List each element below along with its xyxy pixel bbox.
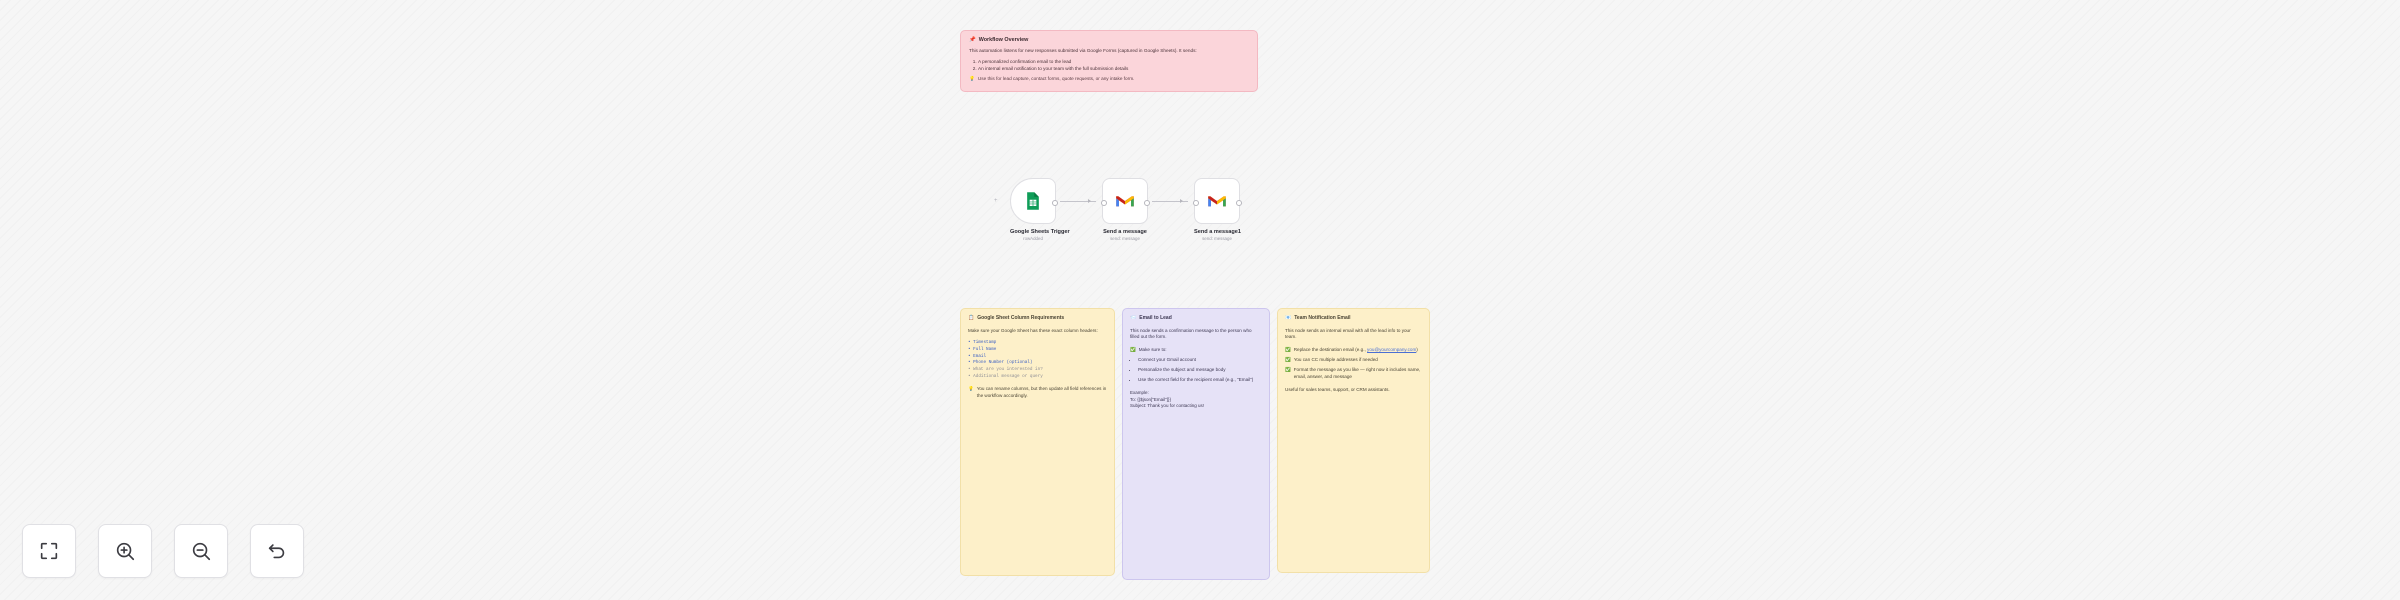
sticky-note-paragraph: This node sends an internal email with all the lead info to your team. <box>1285 327 1411 340</box>
overview-note-title: Workflow Overview <box>978 37 1029 43</box>
list-item: • What are you interested in? <box>968 367 1043 373</box>
check-row <box>1285 347 1422 354</box>
node-send-a-message1-box[interactable] <box>1194 178 1240 224</box>
zoom-out-button[interactable] <box>174 524 228 578</box>
check-icon: ✅ <box>1130 347 1136 353</box>
checklist <box>1130 357 1262 384</box>
checklist-title: Make sure to: <box>1138 347 1167 353</box>
list-item: 2. An internal email notification to your team with the full submission details <box>978 65 1249 72</box>
list-item: • Personalize the subject and message body <box>1138 367 1262 374</box>
list-item: • Email <box>968 353 987 359</box>
node-send-a-message[interactable] <box>1102 178 1148 241</box>
fit-screen-icon <box>38 540 60 562</box>
overview-note-body <box>969 48 1249 83</box>
node-send-a-message1[interactable] <box>1194 178 1240 241</box>
sticky-note-paragraph: This node sends a confirmation message to the person who filled out the form. <box>1130 327 1252 340</box>
sticky-note-title: Team Notification Email <box>1294 315 1351 321</box>
sticky-note-header <box>968 315 1107 322</box>
sticky-note-hint-text: You can rename columns, but then update all field references in the workflow accordingly. <box>976 386 1107 399</box>
check-row <box>1285 357 1422 364</box>
lightbulb-icon: 💡 <box>968 386 974 392</box>
lightbulb-icon: 💡 <box>969 75 975 81</box>
sticky-note-title: Email to Lead <box>1139 315 1172 321</box>
clipboard-icon: 📋 <box>968 315 975 321</box>
sticky-notes-row <box>960 308 1430 580</box>
connector-2-arrow <box>1180 199 1183 203</box>
node-google-sheets-trigger[interactable] <box>1010 178 1070 241</box>
output-port[interactable] <box>1236 200 1242 206</box>
check-row <box>1285 367 1422 381</box>
example-line: To: {{$json["Email"]}} <box>1130 396 1171 402</box>
sticky-note-workflow-overview[interactable] <box>960 30 1258 92</box>
output-port[interactable] <box>1052 200 1058 206</box>
column-header-list <box>968 340 1107 380</box>
node-send-a-message-box[interactable] <box>1102 178 1148 224</box>
overview-note-footer-text: Use this for lead capture, contact forms, quote requests, or any intake form. <box>977 75 1135 81</box>
check-text: Replace the destination email (e.g., <box>1293 347 1368 353</box>
overview-note-list <box>969 58 1249 72</box>
input-port[interactable] <box>1193 200 1199 206</box>
output-port[interactable] <box>1144 200 1150 206</box>
list-item: • Full Name <box>968 347 997 353</box>
node-label: Send a message <box>1103 229 1147 235</box>
list-item: • Phone Number (optional) <box>968 360 1033 366</box>
reset-zoom-button[interactable] <box>250 524 304 578</box>
canvas-toolbar <box>22 524 304 578</box>
mail-icon: 📧 <box>1285 315 1292 321</box>
sticky-note-sheet-requirements[interactable] <box>960 308 1115 576</box>
list-item: • Use the correct field for the recipient email (e.g., "Email") <box>1138 377 1262 384</box>
check-text: Format the message as you like — right now it includes name, email, answer, and message <box>1293 367 1421 379</box>
sticky-note-team-notification[interactable] <box>1277 308 1430 573</box>
example-label: Example: <box>1130 389 1149 395</box>
sticky-note-title: Google Sheet Column Requirements <box>977 315 1065 321</box>
google-sheets-icon <box>1023 191 1043 211</box>
envelope-icon: 📨 <box>1130 315 1137 321</box>
node-label: Google Sheets Trigger <box>1010 229 1070 235</box>
example-line: Subject: Thank you for contacting us! <box>1130 403 1204 409</box>
overview-note-header <box>969 37 1249 43</box>
list-item: • Additional message or query <box>968 373 1043 379</box>
check-text-post: ) <box>1416 347 1418 353</box>
sticky-note-header <box>1285 315 1422 322</box>
undo-icon <box>266 540 288 562</box>
connector-1-arrow <box>1088 199 1091 203</box>
node-sublabel: rowAdded <box>1023 236 1043 241</box>
sticky-note-hint <box>968 386 1107 400</box>
gmail-icon <box>1207 193 1227 209</box>
zoom-out-icon <box>190 540 212 562</box>
sticky-note-email-to-lead[interactable] <box>1122 308 1270 580</box>
node-sublabel: send: message <box>1110 236 1140 241</box>
add-node-plus-icon[interactable]: + <box>994 198 998 204</box>
email-link[interactable]: you@yourcompany.com <box>1367 347 1417 353</box>
checklist-title-row <box>1130 347 1262 354</box>
list-item: • Timestamp <box>968 340 997 346</box>
list-item: • Connect your Gmail account <box>1138 357 1262 364</box>
list-item: 1. A personalized confirmation email to the lead <box>978 58 1249 65</box>
zoom-in-icon <box>114 540 136 562</box>
node-sublabel: send: message <box>1202 236 1232 241</box>
check-text: You can CC multiple addresses if needed <box>1293 357 1378 363</box>
gmail-icon <box>1115 193 1135 209</box>
fit-to-view-button[interactable] <box>22 524 76 578</box>
pin-icon: 📌 <box>969 37 976 43</box>
overview-note-footer <box>969 76 1249 83</box>
check-icon: ✅ <box>1285 347 1291 353</box>
sticky-note-header <box>1130 315 1262 322</box>
check-icon: ✅ <box>1285 357 1291 363</box>
check-icon: ✅ <box>1285 367 1291 373</box>
node-label: Send a message1 <box>1194 229 1241 235</box>
example-block <box>1130 390 1262 410</box>
node-google-sheets-trigger-box[interactable] <box>1010 178 1056 224</box>
node-row <box>960 178 1430 258</box>
overview-note-paragraph: This automation listens for new responses submitted via Google Forms (captured in Google Sheets). It sends: <box>969 48 1197 53</box>
input-port[interactable] <box>1101 200 1107 206</box>
sticky-note-footer: Useful for sales teams, support, or CRM assistants. <box>1285 386 1390 392</box>
zoom-in-button[interactable] <box>98 524 152 578</box>
sticky-note-paragraph: Make sure your Google Sheet has these exact column headers: <box>968 327 1098 333</box>
